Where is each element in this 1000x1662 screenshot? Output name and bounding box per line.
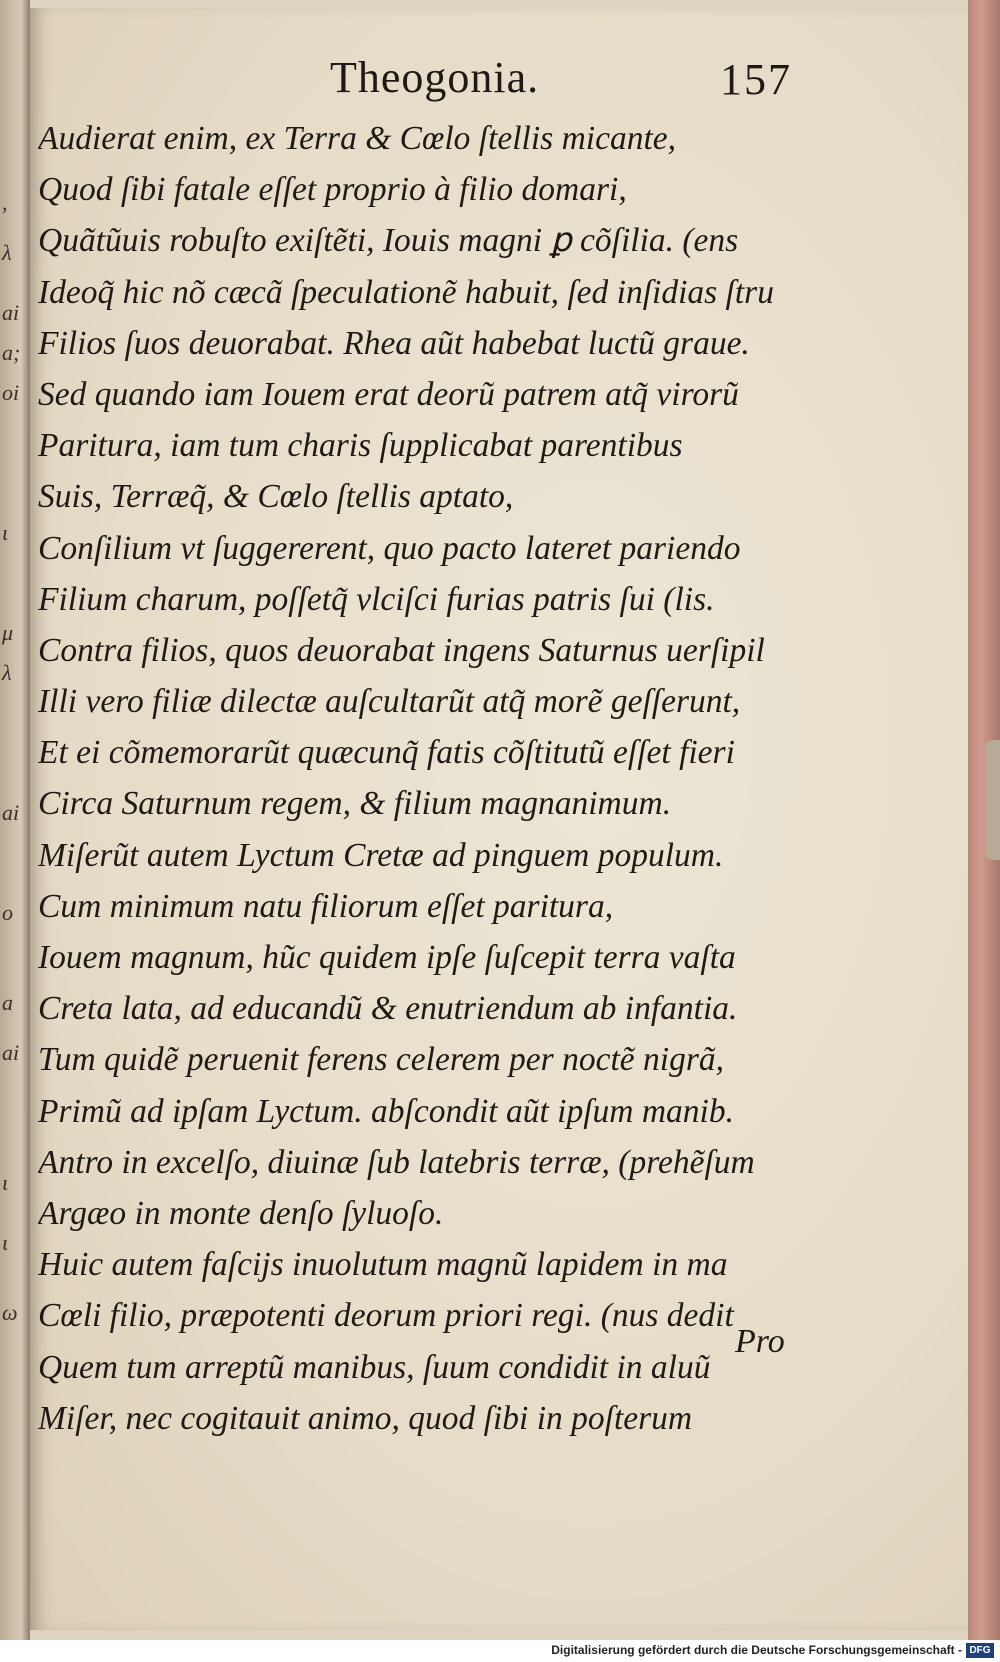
previous-page-fragment: ι: [2, 1230, 9, 1255]
text-line: Circa Saturnum regem, & filium magnanimum.: [38, 785, 672, 823]
text-line: Contra filios, quos deuorabat ingens Saturnus uerſipil: [38, 631, 765, 669]
text-line: Cum minimum natu filiorum eſſet paritura,: [38, 887, 614, 925]
previous-page-edge: [0, 0, 30, 1640]
text-line: Iouem magnum, hũc quidem ipſe ſuſcepit terra vaſta: [38, 939, 736, 976]
text-line: Miſerũt autem Lyctum Cretæ ad pinguem populum.: [38, 836, 724, 874]
verse-text: [38, 113, 808, 1444]
text-line: Primũ ad ipſam Lyctum. abſcondit aũt ipſum manib.: [38, 1092, 734, 1130]
digitization-footer: [0, 1640, 1000, 1662]
page-header: [30, 48, 968, 108]
text-line: Antro in excelſo, diuinæ ſub latebris terræ, (prehẽſum: [38, 1143, 755, 1181]
text-line: Huic autem faſcijs inuolutum magnũ lapidem in ma: [38, 1246, 728, 1284]
previous-page-fragment: λ: [2, 240, 12, 265]
previous-page-fragment: ι: [2, 1170, 9, 1195]
text-line: Audierat enim, ex Terra & Cœlo ſtellis micante,: [38, 120, 677, 157]
previous-page-fragment: oi: [2, 380, 20, 405]
previous-page-fragment: o: [2, 900, 13, 925]
text-line: Et ei cõmemorarũt quæcunq̃ fatis cõſtitutũ eſſet fieri: [38, 734, 735, 772]
page-number: 157: [720, 55, 792, 104]
text-line: Quãtũuis robuſto exiſtẽti, Iouis magni ꝑ cõſilia. (ens: [38, 222, 739, 260]
previous-page-fragment: ι: [2, 520, 9, 545]
previous-page-fragment: ,: [2, 190, 8, 215]
running-title: Theogonia.: [330, 53, 540, 102]
funding-credit: Digitalisierung gefördert durch die Deutsche Forschungsgemeinschaft -: [551, 1643, 962, 1657]
dfg-logo: DFG: [966, 1643, 994, 1658]
text-line: Creta lata, ad educandũ & enutriendum ab infantia.: [38, 990, 738, 1028]
text-line: Quem tum arreptũ manibus, ſuum condidit in aluũ: [38, 1348, 711, 1386]
text-line: Tum quidẽ peruenit ferens celerem per noctẽ nigrã,: [38, 1041, 724, 1079]
text-line: Filios ſuos deuorabat. Rhea aũt habebat luctũ graue.: [38, 324, 750, 362]
previous-page-fragment: a: [2, 990, 13, 1015]
text-line: Miſer, nec cogitauit animo, quod ſibi in poſterum: [38, 1399, 693, 1437]
text-line: Cœli filio, præpotenti deorum priori regi. (nus dedit: [38, 1297, 734, 1335]
text-line: Ideoq̃ hic nõ cæcã ſpeculationẽ habuit, ſed inſidias ſtru: [38, 273, 774, 311]
previous-page-fragment: μ: [2, 620, 14, 645]
text-line: Quod ſibi fatale eſſet proprio à filio domari,: [38, 171, 627, 209]
previous-page-fragment: λ: [2, 660, 12, 685]
catchword: Pro: [735, 1323, 785, 1360]
previous-page-fragment: a;: [2, 340, 21, 365]
previous-page-fragment: ω: [2, 1300, 18, 1325]
text-line: Filium charum, poſſetq̃ vlciſci furias patris ſui (lis.: [38, 580, 715, 618]
page-tab: [985, 740, 1000, 860]
previous-page-fragment: ai: [2, 800, 20, 825]
previous-page-fragment: ai: [2, 300, 20, 325]
text-line: Conſilium vt ſuggererent, quo pacto lateret pariendo: [38, 529, 741, 567]
text-line: Suis, Terræq̃, & Cœlo ſtellis aptato,: [38, 478, 514, 516]
text-line: Paritura, iam tum charis ſupplicabat parentibus: [38, 427, 683, 465]
text-line: Illi vero filiæ dilectæ auſcultarũt atq̃ morẽ geſſerunt,: [38, 683, 741, 721]
text-line: Sed quando iam Iouem erat deorũ patrem atq̃ virorũ: [38, 375, 739, 413]
text-line: Argæo in monte denſo ſyluoſo.: [38, 1194, 444, 1232]
previous-page-fragment: ai: [2, 1040, 20, 1065]
